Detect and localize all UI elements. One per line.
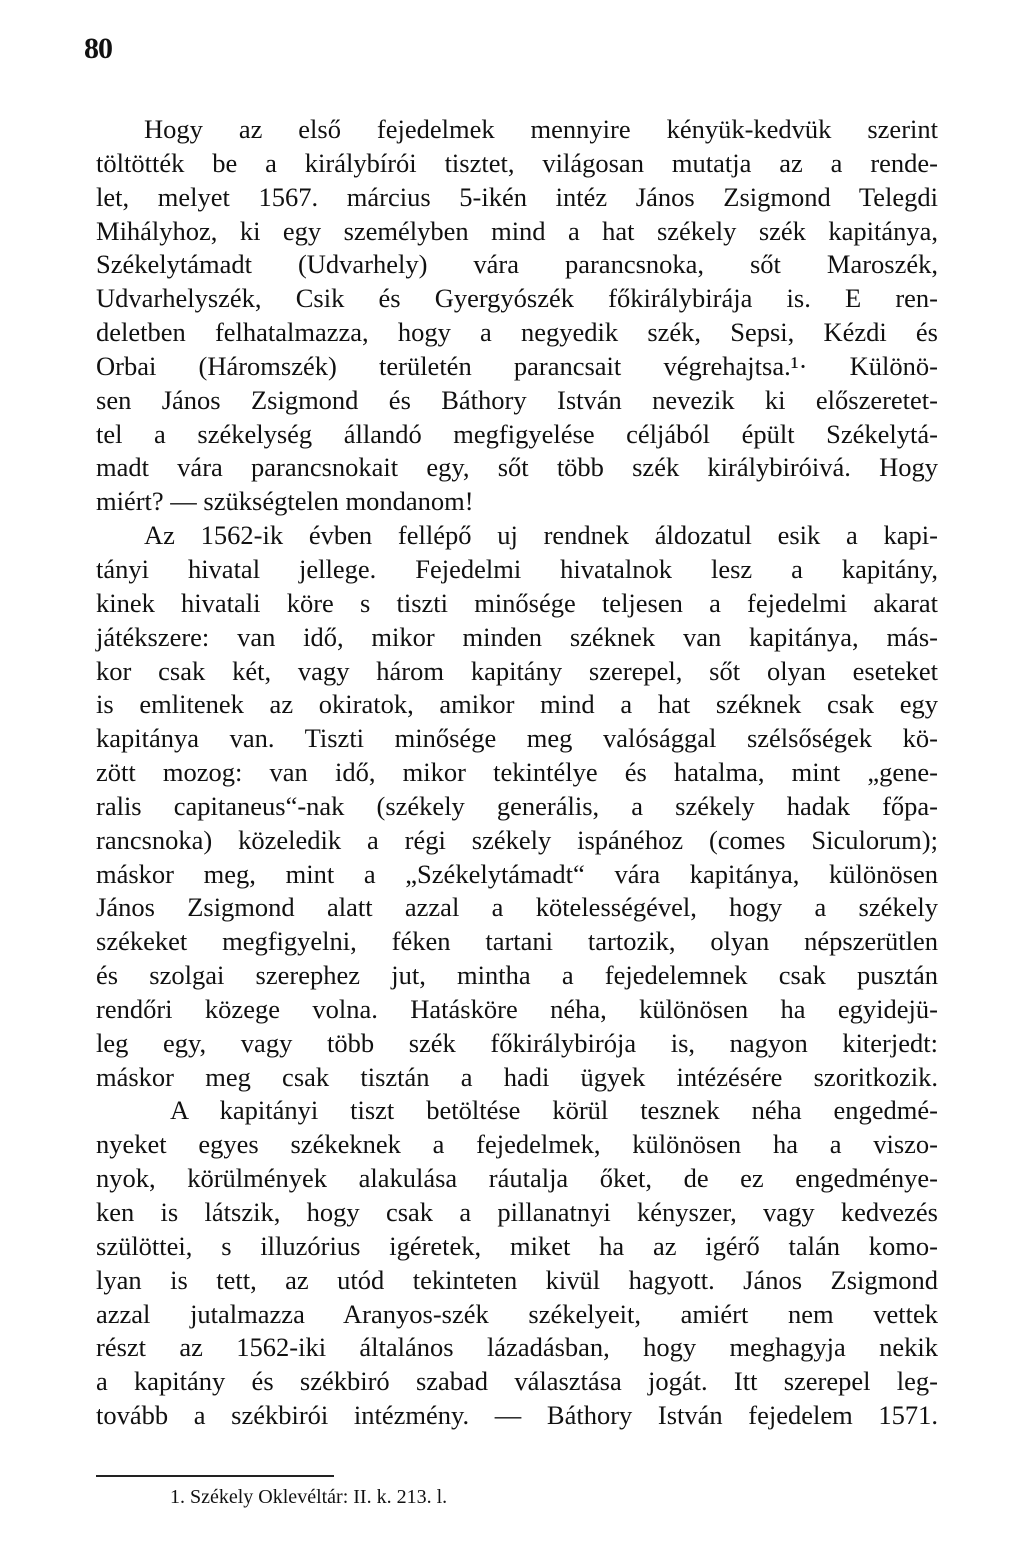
text-line: Udvarhelyszék, Csik és Gyergyószék főkirálybirája is. E ren- bbox=[96, 283, 938, 314]
text-line: madt vára parancsnokait egy, sőt több szék királybiróivá. Hogy bbox=[96, 452, 938, 483]
text-line: kinek hivatali köre s tiszti minősége teljesen a fejedelmi akarat bbox=[96, 587, 938, 618]
text-line: Orbai (Háromszék) területén parancsait végrehajtsa.¹· Különö- bbox=[96, 350, 938, 381]
text-line: ralis capitaneus“-nak (székely generális, a székely hadak főpa- bbox=[96, 790, 938, 821]
text-line: részt az 1562-iki általános lázadásban, hogy meghagyja nekik bbox=[96, 1332, 938, 1363]
text-line: és szolgai szerephez jut, mintha a fejedelemnek csak pusztán bbox=[96, 960, 938, 991]
text-line: is emlitenek az okiratok, amikor mind a hat széknek csak egy bbox=[96, 689, 938, 720]
text-line: Székelytámadt (Udvarhely) vára parancsnoka, sőt Maroszék, bbox=[96, 249, 938, 280]
body-text bbox=[96, 113, 938, 1433]
footnote: 1. Székely Oklevéltár: II. k. 213. l. bbox=[170, 1486, 448, 1508]
text-line: lyan is tett, az utód tekinteten kivül hagyott. János Zsigmond bbox=[96, 1264, 938, 1295]
text-line: töltötték be a királybírói tisztet, világosan mutatja az a rende- bbox=[96, 147, 938, 178]
footnote-divider bbox=[96, 1475, 334, 1477]
text-line: sen János Zsigmond és Báthory István nevezik ki előszeretet- bbox=[96, 384, 938, 415]
text-line: zött mozog: van idő, mikor tekintélye és hatalma, mint „gene- bbox=[96, 757, 938, 788]
text-line: székeket megfigyelni, féken tartani tartozik, olyan népszerütlen bbox=[96, 926, 938, 957]
text-line: miért? — szükségtelen mondanom! bbox=[96, 486, 474, 517]
text-line: deletben felhatalmazza, hogy a negyedik szék, Sepsi, Kézdi és bbox=[96, 317, 938, 348]
text-line: kor csak két, vagy három kapitány szerepel, sőt olyan eseteket bbox=[96, 655, 938, 686]
text-line: leg egy, vagy több szék főkirálybirója is, nagyon kiterjedt: bbox=[96, 1027, 938, 1058]
text-line: ken is látszik, hogy csak a pillanatnyi kényszer, vagy kedvezés bbox=[96, 1197, 938, 1227]
text-line: játékszere: van idő, mikor minden széknek van kapitánya, más- bbox=[96, 621, 938, 652]
text-line: Az 1562-ik évben fellépő uj rendnek áldozatul esik a kapi- bbox=[144, 520, 938, 551]
text-line: let, melyet 1567. március 5-ikén intéz János Zsigmond Telegdi bbox=[96, 181, 938, 212]
text-line: János Zsigmond alatt azzal a kötelességével, hogy a székely bbox=[96, 892, 938, 923]
text-line: a kapitány és székbiró szabad választása jogát. Itt szerepel leg- bbox=[96, 1366, 938, 1397]
text-line: azzal jutalmazza Aranyos-szék székelyeit, amiért nem vettek bbox=[96, 1298, 938, 1329]
text-line: tányi hivatal jellege. Fejedelmi hivatalnok lesz a kapitány, bbox=[96, 553, 938, 584]
text-line: máskor meg csak tisztán a hadi ügyek intézésére szoritkozik. bbox=[96, 1061, 938, 1092]
text-line: szülöttei, s illuzórius igéretek, miket ha az igérő talán komo- bbox=[96, 1230, 938, 1261]
text-line: Hogy az első fejedelmek mennyire kényük-kedvük szerint bbox=[144, 114, 938, 144]
text-line: nyok, körülmények alakulása ráutalja őket, de ez engedménye- bbox=[96, 1163, 938, 1194]
text-line: máskor meg, mint a „Székelytámadt“ vára kapitánya, különösen bbox=[96, 858, 938, 889]
page-number: 80 bbox=[84, 32, 112, 65]
text-line: A kapitányi tiszt betöltése körül tesznek néha engedmé- bbox=[170, 1095, 938, 1126]
text-line: kapitánya van. Tiszti minősége meg valósággal szélsőségek kö- bbox=[96, 723, 938, 754]
text-line: tovább a székbirói intézmény. — Báthory István fejedelem 1571. bbox=[96, 1400, 938, 1431]
text-line: Mihályhoz, ki egy személyben mind a hat székely szék kapitánya, bbox=[96, 215, 938, 246]
text-line: rancsnoka) közeledik a régi székely ispánéhoz (comes Siculorum); bbox=[96, 824, 938, 855]
text-line: nyeket egyes székeknek a fejedelmek, különösen ha a viszo- bbox=[96, 1129, 938, 1160]
text-line: tel a székelység állandó megfigyelése céljából épült Székelytá- bbox=[96, 418, 938, 449]
text-line: rendőri közege volna. Hatásköre néha, különösen ha egyidejü- bbox=[96, 993, 938, 1024]
